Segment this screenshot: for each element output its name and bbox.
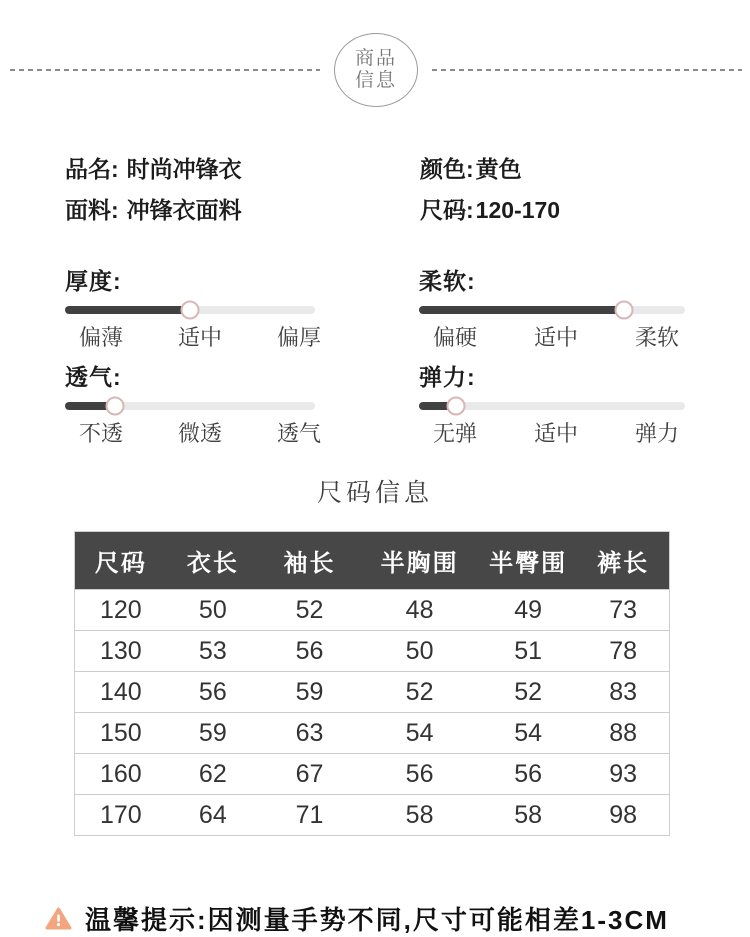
table-cell: 52 — [479, 672, 577, 713]
slider-elasticity-track[interactable] — [419, 402, 685, 410]
table-cell: 160 — [75, 754, 167, 795]
table-row — [75, 672, 670, 713]
table-cell: 48 — [360, 590, 479, 631]
table-cell: 49 — [479, 590, 577, 631]
size-table-head — [75, 532, 670, 590]
table-cell: 93 — [577, 754, 669, 795]
slider-thickness-fill — [65, 306, 190, 314]
slider-breathability — [65, 362, 343, 448]
slider-breathability-options — [65, 420, 327, 448]
table-cell: 83 — [577, 672, 669, 713]
option-label: 弹力 — [634, 421, 679, 446]
option-label: 偏薄 — [79, 325, 124, 350]
table-cell: 71 — [259, 795, 360, 836]
table-cell: 58 — [360, 795, 479, 836]
table-row — [75, 590, 670, 631]
product-name-label: 品名: — [65, 156, 119, 182]
product-name-row — [65, 153, 420, 185]
option-label: 微透 — [177, 421, 222, 446]
option-label: 柔软 — [634, 325, 679, 350]
option-label: 偏硬 — [433, 325, 478, 350]
slider-softness-knob[interactable] — [614, 301, 633, 320]
table-cell: 64 — [167, 795, 259, 836]
slider-thickness-track[interactable] — [65, 306, 315, 314]
table-cell: 56 — [360, 754, 479, 795]
table-header-cell: 袖长 — [259, 532, 360, 590]
slider-thickness-title: 厚度: — [65, 268, 122, 294]
table-cell: 63 — [259, 713, 360, 754]
table-cell: 67 — [259, 754, 360, 795]
table-cell: 59 — [259, 672, 360, 713]
product-size-label: 尺码: — [420, 197, 474, 223]
size-table-body — [75, 590, 670, 836]
product-fabric-label: 面料: — [65, 197, 119, 223]
size-table — [74, 531, 670, 836]
table-cell: 56 — [259, 631, 360, 672]
table-header-cell: 半胸围 — [360, 532, 479, 590]
slider-softness — [419, 266, 691, 352]
product-color-row — [420, 153, 750, 185]
warning-triangle-icon — [45, 907, 72, 930]
table-cell: 50 — [167, 590, 259, 631]
product-color-label: 颜色: — [420, 156, 474, 182]
table-header-cell: 裤长 — [577, 532, 669, 590]
option-label: 适中 — [533, 421, 578, 446]
slider-breathability-title: 透气: — [65, 364, 122, 390]
table-cell: 56 — [167, 672, 259, 713]
slider-elasticity-title: 弹力: — [419, 364, 476, 390]
table-header-cell: 尺码 — [75, 532, 167, 590]
slider-breathability-track[interactable] — [65, 402, 315, 410]
slider-elasticity-options — [419, 420, 685, 448]
table-row — [75, 631, 670, 672]
slider-thickness-options — [65, 324, 327, 352]
badge-line1: 商品 — [354, 48, 397, 69]
product-fabric-row — [65, 194, 420, 226]
slider-elasticity-knob[interactable] — [447, 397, 466, 416]
table-row — [75, 713, 670, 754]
attribute-sliders — [0, 266, 750, 448]
slider-thickness-knob[interactable] — [181, 301, 200, 320]
slider-thickness — [65, 266, 343, 352]
dashed-divider-left — [10, 69, 320, 71]
slider-breathability-knob[interactable] — [106, 397, 125, 416]
table-cell: 150 — [75, 713, 167, 754]
table-cell: 50 — [360, 631, 479, 672]
table-cell: 88 — [577, 713, 669, 754]
table-header-cell: 衣长 — [167, 532, 259, 590]
product-info-badge — [334, 33, 418, 107]
option-label: 偏厚 — [276, 325, 321, 350]
slider-softness-options — [419, 324, 685, 352]
size-section-title: 尺码信息 — [316, 480, 433, 507]
option-label: 无弹 — [433, 421, 478, 446]
footer-warning — [45, 900, 750, 937]
table-cell: 54 — [360, 713, 479, 754]
product-fabric-value: 冲锋衣面料 — [126, 197, 242, 223]
option-label: 适中 — [533, 325, 578, 350]
table-cell: 51 — [479, 631, 577, 672]
table-header-row — [75, 532, 670, 590]
badge-line2: 信息 — [354, 70, 397, 91]
table-cell: 170 — [75, 795, 167, 836]
table-cell: 62 — [167, 754, 259, 795]
dashed-divider-right — [432, 69, 742, 71]
table-cell: 58 — [479, 795, 577, 836]
table-cell: 73 — [577, 590, 669, 631]
table-cell: 52 — [360, 672, 479, 713]
table-cell: 98 — [577, 795, 669, 836]
option-label: 适中 — [177, 325, 222, 350]
product-color-value: 黄色 — [475, 156, 522, 182]
table-cell: 53 — [167, 631, 259, 672]
option-label: 透气 — [276, 421, 321, 446]
product-size-row — [420, 194, 750, 226]
table-cell: 140 — [75, 672, 167, 713]
warning-text: 温馨提示:因测量手势不同,尺寸可能相差1-3CM — [85, 905, 669, 935]
product-name-value: 时尚冲锋衣 — [126, 156, 242, 182]
slider-softness-title: 柔软: — [419, 268, 476, 294]
product-size-value: 120-170 — [475, 197, 561, 223]
product-info — [0, 153, 750, 226]
section-header — [0, 0, 750, 107]
table-cell: 56 — [479, 754, 577, 795]
table-cell: 59 — [167, 713, 259, 754]
table-cell: 120 — [75, 590, 167, 631]
slider-elasticity — [419, 362, 691, 448]
table-row — [75, 754, 670, 795]
table-cell: 130 — [75, 631, 167, 672]
slider-softness-track[interactable] — [419, 306, 685, 314]
option-label: 不透 — [79, 421, 124, 446]
table-cell: 78 — [577, 631, 669, 672]
slider-softness-fill — [419, 306, 624, 314]
table-cell: 54 — [479, 713, 577, 754]
table-row — [75, 795, 670, 836]
table-cell: 52 — [259, 590, 360, 631]
table-header-cell: 半臀围 — [479, 532, 577, 590]
